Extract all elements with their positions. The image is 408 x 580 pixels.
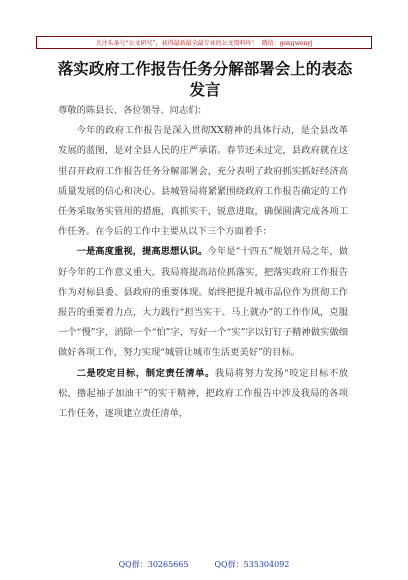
point-two-text: 我局将努力发扬“咬定目标不放松，撸起袖子加油干”的实干精神，把政府工作报告中涉及我局的各项工作任务，逐项建立责任清单，: [58, 367, 348, 420]
promo-banner[interactable]: [36, 36, 372, 49]
point-one-text: 今年是“十四五”规划开局之年，做好今年的工作意义重大。我局将提高站位抓落实，把落实政府工作报告作为对标县委、县政府的重要体现。始终把提升城市品位作为贯彻工作报告的重要着力点，大力践行“担当实干、马上就办”的工作作风，克服一个“慢”字，消除一个“怕”字，写好一个“实”字以钉钉子精神做实做细做好各项工作，努力实现“城管让城市生活更美好”的目标。: [58, 246, 348, 359]
point-one-heading: 一是高度重视，提高思想认识。: [76, 246, 208, 258]
document-body: [58, 101, 348, 424]
promo-text: 关注头条号“公文研究”，获得最新最全最专业的公文资料库！: [95, 40, 258, 47]
paragraph-point-two: [58, 364, 348, 425]
qq-group-2[interactable]: QQ群：535304092: [214, 560, 290, 569]
salutation: 尊敬的陈县长、各位领导、同志们：: [58, 105, 207, 116]
paragraph-intro: 今年的政府工作报告是深入贯彻XX精神的具体行动，是全县改革发展的蓝图，是对全县人民的庄严承诺。春节还未过完，县政府就在这里召开政府工作报告任务分解部署会，充分表明了政府抓实抓好经济高质量发展的信心和决心。县城管局将紧紧围绕政府工作报告确定的工作任务采取务实管用的措施，真抓实干，锐意进取，确保圆满完成各项工作任务。在今后的工作中主要从以下三个方面着手：: [58, 125, 348, 238]
wechat-text: 微信：gongwenyj: [261, 40, 313, 47]
footer-contacts: [0, 559, 408, 570]
paragraph-point-one: [58, 242, 348, 363]
qq-group-1[interactable]: QQ群：30265665: [118, 560, 189, 569]
document-title: 落实政府工作报告任务分解部署会上的表态发言: [57, 59, 353, 99]
point-two-heading: 二是咬定目标，制定责任清单。: [76, 367, 215, 379]
